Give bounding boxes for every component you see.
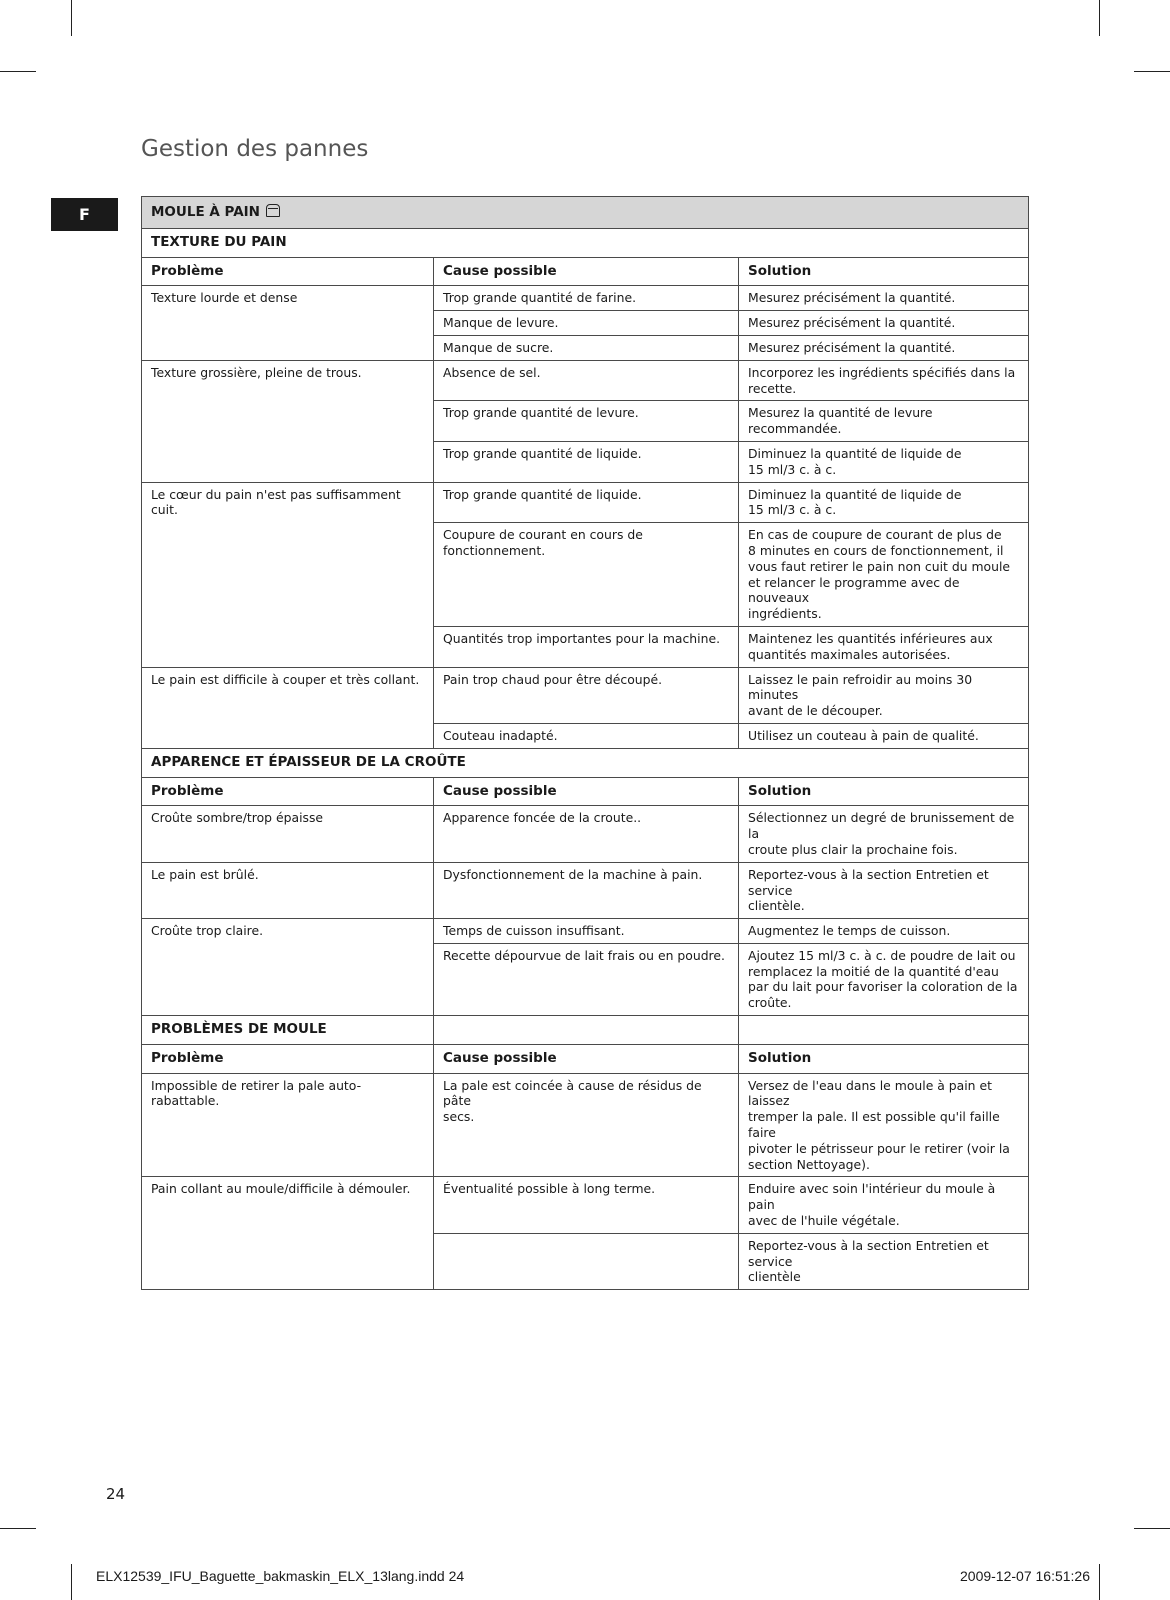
cause-cell: Quantités trop importantes pour la machine. xyxy=(434,626,739,667)
crop-mark xyxy=(71,0,72,36)
cause-cell: Recette dépourvue de lait frais ou en poudre. xyxy=(434,943,739,1015)
problem-cell: Texture lourde et dense xyxy=(142,286,434,360)
category-row xyxy=(142,197,1029,229)
cause-cell: Trop grande quantité de liquide. xyxy=(434,482,739,523)
cause-cell: Éventualité possible à long terme. xyxy=(434,1177,739,1233)
solution-cell: Diminuez la quantité de liquide de 15 ml/3 c. à c. xyxy=(739,441,1029,482)
column-header-row xyxy=(142,257,1029,286)
header-cause: Cause possible xyxy=(434,1044,739,1073)
solution-cell: Enduire avec soin l'intérieur du moule à pain avec de l'huile végétale. xyxy=(739,1177,1029,1233)
crop-mark xyxy=(0,1528,36,1529)
page-title: Gestion des pannes xyxy=(141,136,369,162)
header-problem: Problème xyxy=(142,257,434,286)
cause-cell: Temps de cuisson insuffisant. xyxy=(434,919,739,944)
cause-cell: Coupure de courant en cours de fonctionnement. xyxy=(434,523,739,627)
solution-cell: Reportez-vous à la section Entretien et service clientèle. xyxy=(739,862,1029,918)
header-cause: Cause possible xyxy=(434,777,739,806)
header-solution: Solution xyxy=(739,257,1029,286)
table-row xyxy=(142,806,1029,862)
section-title: PROBLÈMES DE MOULE xyxy=(142,1016,434,1045)
section-title-row xyxy=(142,748,1029,777)
category-title xyxy=(142,197,434,229)
crop-mark xyxy=(1099,0,1100,36)
crop-mark xyxy=(1134,71,1170,72)
problem-cell: Croûte trop claire. xyxy=(142,919,434,1016)
header-problem: Problème xyxy=(142,1044,434,1073)
problem-cell: Impossible de retirer la pale auto-rabattable. xyxy=(142,1073,434,1177)
solution-cell: Mesurez précisément la quantité. xyxy=(739,311,1029,336)
category-label: MOULE À PAIN xyxy=(151,204,260,220)
problem-cell: Croûte sombre/trop épaisse xyxy=(142,806,434,862)
page-number: 24 xyxy=(106,1485,126,1503)
solution-cell: Incorporez les ingrédients spécifiés dans la recette. xyxy=(739,360,1029,401)
section-title: TEXTURE DU PAIN xyxy=(142,228,1029,257)
solution-cell: Utilisez un couteau à pain de qualité. xyxy=(739,723,1029,748)
cause-cell: Apparence foncée de la croute.. xyxy=(434,806,739,862)
table-row xyxy=(142,667,1029,723)
footer-datetime: 2009-12-07 16:51:26 xyxy=(960,1568,1090,1584)
category-fill xyxy=(434,197,739,229)
problem-cell: Pain collant au moule/difficile à démouler. xyxy=(142,1177,434,1290)
troubleshooting-table-wrapper xyxy=(141,196,1028,1290)
crop-mark xyxy=(1099,1564,1100,1600)
section-title: APPARENCE ET ÉPAISSEUR DE LA CROÛTE xyxy=(142,748,1029,777)
header-solution: Solution xyxy=(739,777,1029,806)
table-row xyxy=(142,360,1029,401)
table-row xyxy=(142,286,1029,311)
solution-cell: Mesurez précisément la quantité. xyxy=(739,286,1029,311)
solution-cell: Maintenez les quantités inférieures aux quantités maximales autorisées. xyxy=(739,626,1029,667)
problem-cell: Le pain est brûlé. xyxy=(142,862,434,918)
column-header-row xyxy=(142,777,1029,806)
cause-cell: Manque de sucre. xyxy=(434,335,739,360)
section-empty-cell xyxy=(739,1016,1029,1045)
column-header-row xyxy=(142,1044,1029,1073)
problem-cell: Le pain est difficile à couper et très collant. xyxy=(142,667,434,748)
section-title-row xyxy=(142,1016,1029,1045)
bread-pan-icon xyxy=(266,204,280,217)
cause-cell: Pain trop chaud pour être découpé. xyxy=(434,667,739,723)
category-fill xyxy=(739,197,1029,229)
header-solution: Solution xyxy=(739,1044,1029,1073)
table-row xyxy=(142,919,1029,944)
table-row xyxy=(142,1177,1029,1233)
crop-mark xyxy=(71,1564,72,1600)
cause-cell: La pale est coincée à cause de résidus de pâte secs. xyxy=(434,1073,739,1177)
table-row xyxy=(142,1073,1029,1177)
troubleshooting-table xyxy=(141,196,1029,1290)
cause-cell: Dysfonctionnement de la machine à pain. xyxy=(434,862,739,918)
cause-cell: Manque de levure. xyxy=(434,311,739,336)
language-tab: F xyxy=(51,198,118,231)
problem-cell: Le cœur du pain n'est pas suffisamment cuit. xyxy=(142,482,434,667)
table-row xyxy=(142,482,1029,523)
solution-cell: Laissez le pain refroidir au moins 30 minutes avant de le découper. xyxy=(739,667,1029,723)
solution-cell: Reportez-vous à la section Entretien et service clientèle xyxy=(739,1233,1029,1289)
solution-cell: En cas de coupure de courant de plus de 8 minutes en cours de fonctionnement, il vous faut retirer le pain non cuit du moule et relancer le programme avec de nouveaux ingrédients. xyxy=(739,523,1029,627)
header-problem: Problème xyxy=(142,777,434,806)
section-title-row xyxy=(142,228,1029,257)
crop-mark xyxy=(1134,1528,1170,1529)
solution-cell: Diminuez la quantité de liquide de 15 ml/3 c. à c. xyxy=(739,482,1029,523)
cause-cell: Trop grande quantité de liquide. xyxy=(434,441,739,482)
cause-cell: Couteau inadapté. xyxy=(434,723,739,748)
solution-cell: Sélectionnez un degré de brunissement de la croute plus clair la prochaine fois. xyxy=(739,806,1029,862)
cause-cell: Trop grande quantité de levure. xyxy=(434,401,739,442)
cause-cell: Trop grande quantité de farine. xyxy=(434,286,739,311)
solution-cell: Ajoutez 15 ml/3 c. à c. de poudre de lait ou remplacez la moitié de la quantité d'eau par du lait pour favoriser la coloration de la croûte. xyxy=(739,943,1029,1015)
table-row xyxy=(142,862,1029,918)
solution-cell: Versez de l'eau dans le moule à pain et laissez tremper la pale. Il est possible qu'il faille faire pivoter le pétrisseur pour le retirer (voir la section Nettoyage). xyxy=(739,1073,1029,1177)
section-empty-cell xyxy=(434,1016,739,1045)
solution-cell: Mesurez la quantité de levure recommandée. xyxy=(739,401,1029,442)
cause-cell xyxy=(434,1233,739,1289)
problem-cell: Texture grossière, pleine de trous. xyxy=(142,360,434,482)
solution-cell: Mesurez précisément la quantité. xyxy=(739,335,1029,360)
footer-file-name: ELX12539_IFU_Baguette_bakmaskin_ELX_13lang.indd 24 xyxy=(96,1568,465,1584)
solution-cell: Augmentez le temps de cuisson. xyxy=(739,919,1029,944)
header-cause: Cause possible xyxy=(434,257,739,286)
crop-mark xyxy=(0,71,36,72)
cause-cell: Absence de sel. xyxy=(434,360,739,401)
